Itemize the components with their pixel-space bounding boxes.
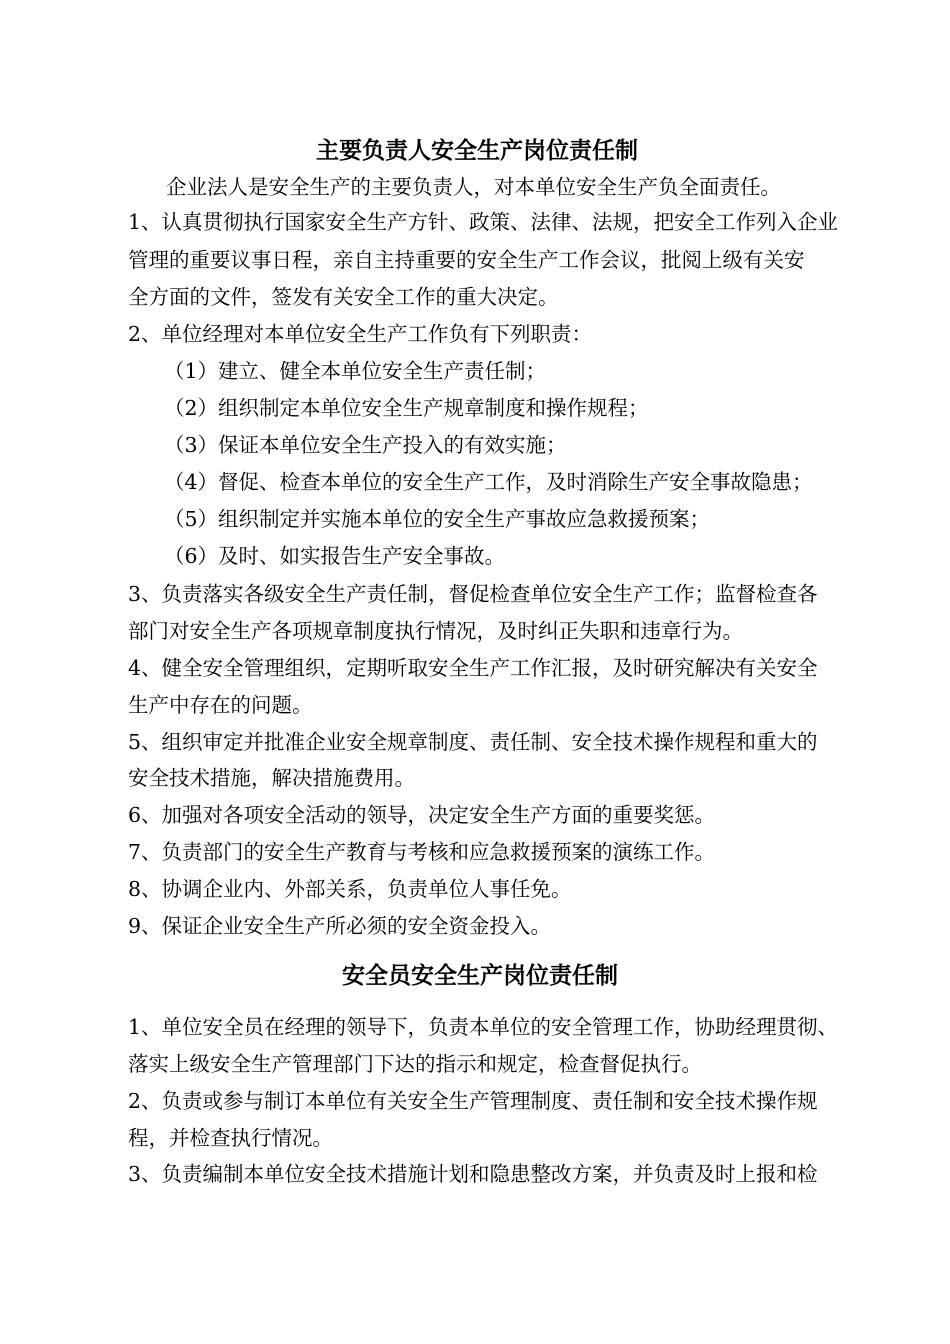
clause-4-line-1: 4、健全安全管理组织，定期听取安全生产工作汇报，及时研究解决有关安全	[128, 656, 818, 680]
clause-2-item-4: （4）督促、检查本单位的安全生产工作，及时消除生产安全事故隐患；	[164, 470, 813, 494]
clause-1-line-1: 1、认真贯彻执行国家安全生产方针、政策、法律、法规，把安全工作列入企业	[128, 210, 839, 234]
clause-1-line-3: 全方面的文件，签发有关安全工作的重大决定。	[128, 285, 559, 309]
clause-3-line-2: 部门对安全生产各项规章制度执行情况，及时纠正失职和违章行为。	[128, 619, 743, 643]
clause-2-item-6: （6）及时、如实报告生产安全事故。	[164, 544, 506, 568]
clause-7: 7、负责部门的安全生产教育与考核和应急救援预案的演练工作。	[128, 840, 716, 864]
clause-5-line-2: 安全技术措施，解决措施费用。	[128, 766, 415, 790]
officer-clause-3-line-1: 3、负责编制本单位安全技术措施计划和隐患整改方案，并负责及时上报和检	[128, 1162, 818, 1186]
clause-2-item-2: （2）组织制定本单位安全生产规章制度和操作规程；	[164, 396, 649, 420]
intro-paragraph: 企业法人是安全生产的主要负责人，对本单位安全生产负全面责任。	[166, 175, 781, 199]
clause-2-item-1: （1）建立、健全本单位安全生产责任制；	[164, 359, 547, 383]
clause-4-line-2: 生产中存在的问题。	[128, 693, 313, 717]
clause-3-line-1: 3、负责落实各级安全生产责任制，督促检查单位安全生产工作；监督检查各	[128, 582, 818, 606]
clause-8: 8、协调企业内、外部关系，负责单位人事任免。	[128, 877, 572, 901]
clause-6: 6、加强对各项安全活动的领导，决定安全生产方面的重要奖惩。	[128, 803, 716, 827]
clause-5-line-1: 5、组织审定并批准企业安全规章制度、责任制、安全技术操作规程和重大的	[128, 730, 818, 754]
clause-2-item-5: （5）组织制定并实施本单位的安全生产事故应急救援预案；	[164, 507, 711, 531]
clause-2-item-3: （3）保证本单位安全生产投入的有效实施；	[164, 433, 567, 457]
officer-clause-1-line-1: 1、单位安全员在经理的领导下，负责本单位的安全管理工作，协助经理贯彻、	[128, 1015, 839, 1039]
section-title-principal: 主要负责人安全生产岗位责任制	[316, 137, 638, 164]
officer-clause-1-line-2: 落实上级安全生产管理部门下达的指示和规定，检查督促执行。	[128, 1052, 702, 1076]
officer-clause-2-line-2: 程，并检查执行情况。	[128, 1126, 333, 1150]
section-title-safety-officer: 安全员安全生产岗位责任制	[342, 962, 618, 989]
clause-2-heading: 2、单位经理对本单位安全生产工作负有下列职责：	[128, 322, 593, 346]
officer-clause-2-line-1: 2、负责或参与制订本单位有关安全生产管理制度、责任制和安全技术操作规	[128, 1089, 818, 1113]
clause-1-line-2: 管理的重要议事日程，亲自主持重要的安全生产工作会议，批阅上级有关安	[128, 248, 805, 272]
clause-9: 9、保证企业安全生产所必须的安全资金投入。	[128, 914, 552, 938]
